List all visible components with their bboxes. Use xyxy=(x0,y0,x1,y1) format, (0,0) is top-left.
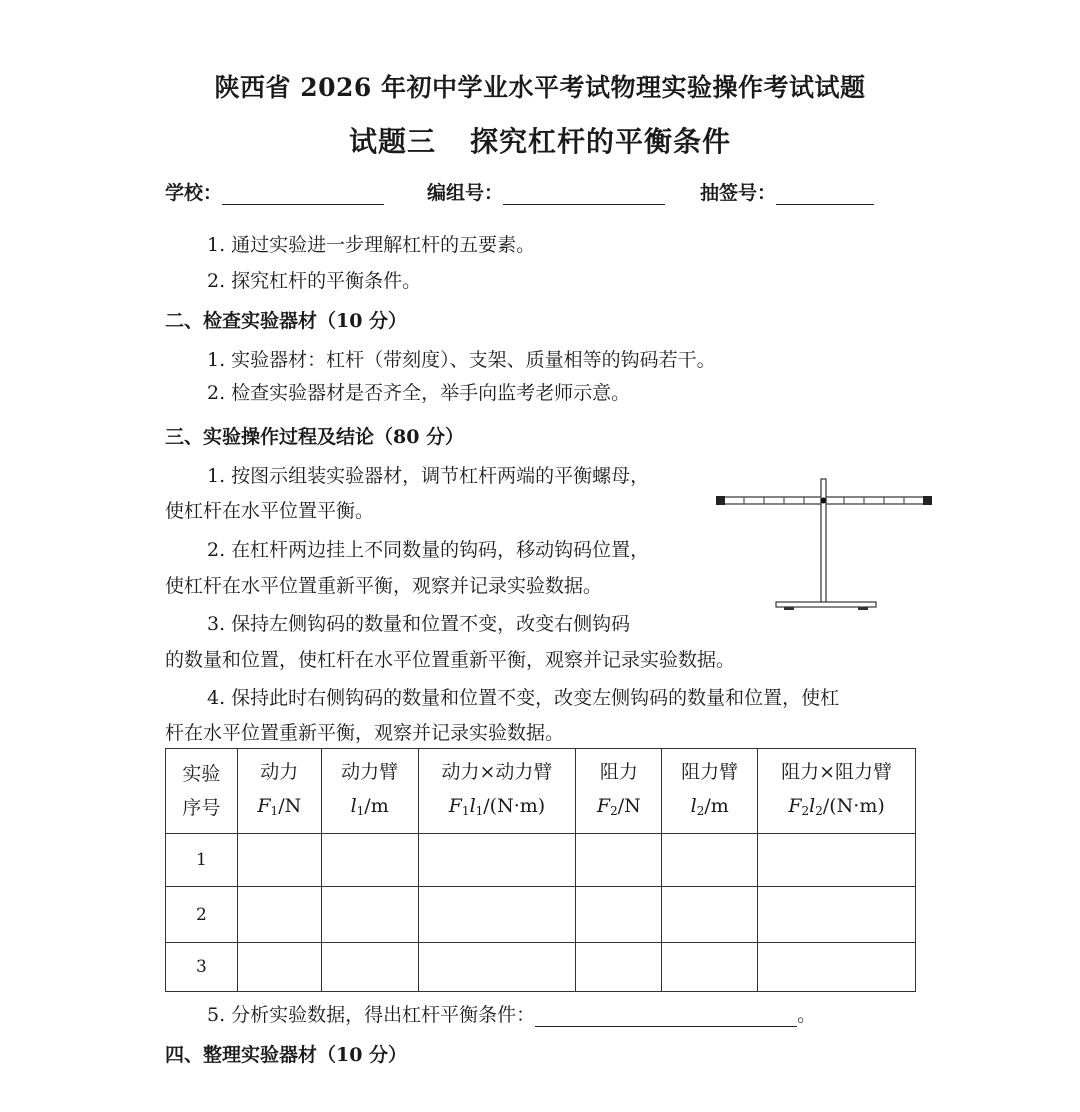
table-cell[interactable] xyxy=(662,834,758,887)
base-foot-right xyxy=(858,607,868,610)
step2-line-a: 2. 在杠杆两边挂上不同数量的钩码，移动钩码位置， xyxy=(207,539,650,561)
right-balance-nut xyxy=(923,496,932,505)
section3-title: 三、实验操作过程及结论（80 分） xyxy=(165,426,465,448)
table-cell[interactable] xyxy=(758,834,916,887)
table-cell[interactable] xyxy=(321,943,418,992)
data-table xyxy=(165,748,916,992)
header-cell-load-arm: 阻力臂 $l_2/m$ xyxy=(662,749,758,834)
table-cell[interactable] xyxy=(418,943,576,992)
exam-subtitle xyxy=(0,120,1080,160)
subtitle-number: 试题三 xyxy=(348,125,436,158)
header-cell-load: 阻力 $F_2/N$ xyxy=(576,749,662,834)
lot-label: 抽签号： xyxy=(700,182,777,204)
school-blank[interactable] xyxy=(222,184,384,205)
table-row xyxy=(166,943,916,992)
table-cell[interactable] xyxy=(758,887,916,943)
table-cell[interactable] xyxy=(576,887,662,943)
table-cell[interactable] xyxy=(662,887,758,943)
table-cell[interactable] xyxy=(237,943,321,992)
table-cell[interactable] xyxy=(237,887,321,943)
table-cell[interactable] xyxy=(418,887,576,943)
support-base xyxy=(776,602,876,607)
table-cell[interactable] xyxy=(321,834,418,887)
step4-line-b: 杆在水平位置重新平衡，观察并记录实验数据。 xyxy=(165,722,565,744)
group-field xyxy=(427,178,665,205)
row-number: 2 xyxy=(166,887,238,943)
subtitle-topic: 探究杠杆的平衡条件 xyxy=(470,125,732,158)
header-cell-trial: 实验 序号 xyxy=(166,749,238,834)
section2-item: 1. 实验器材：杠杆（带刻度）、支架、质量相等的钩码若干。 xyxy=(207,349,716,371)
base-foot-left xyxy=(784,607,794,610)
header-cell-effort-moment: 动力×动力臂 $F_1l_1/(N\cdot m)$ xyxy=(418,749,576,834)
lot-blank[interactable] xyxy=(776,184,874,205)
header-cell-effort: 动力 $F_1/N$ xyxy=(237,749,321,834)
step3-line-a: 3. 保持左侧钩码的数量和位置不变，改变右侧钩码 xyxy=(207,613,631,635)
section2-title: 二、检查实验器材（10 分） xyxy=(165,310,408,332)
step1-line-b: 使杠杆在水平位置平衡。 xyxy=(165,500,375,522)
goal-item: 2. 探究杠杆的平衡条件。 xyxy=(207,270,422,292)
section2-item: 2. 检查实验器材是否齐全，举手向监考老师示意。 xyxy=(207,382,631,404)
step4-line-a: 4. 保持此时右侧钩码的数量和位置不变，改变左侧钩码的数量和位置，使杠 xyxy=(207,687,840,709)
row-number: 1 xyxy=(166,834,238,887)
lot-field xyxy=(700,178,874,205)
step2-line-b: 使杠杆在水平位置重新平衡，观察并记录实验数据。 xyxy=(165,575,603,597)
step5-period: 。 xyxy=(797,1004,817,1026)
table-cell[interactable] xyxy=(576,943,662,992)
group-label: 编组号： xyxy=(427,182,504,204)
table-cell[interactable] xyxy=(237,834,321,887)
school-label: 学校： xyxy=(165,182,223,204)
school-field xyxy=(165,178,384,205)
row-number: 3 xyxy=(166,943,238,992)
pivot-point xyxy=(821,498,827,504)
table-row xyxy=(166,887,916,943)
table-cell[interactable] xyxy=(418,834,576,887)
left-balance-nut xyxy=(716,496,725,505)
table-row xyxy=(166,834,916,887)
step5-text: 5. 分析实验数据，得出杠杆平衡条件： xyxy=(207,1004,536,1026)
table-cell[interactable] xyxy=(576,834,662,887)
table-header-row xyxy=(166,749,916,834)
lever-apparatus-diagram xyxy=(712,475,938,613)
goal-item: 1. 通过实验进一步理解杠杆的五要素。 xyxy=(207,234,536,256)
table-cell[interactable] xyxy=(662,943,758,992)
step1-line-a: 1. 按图示组装实验器材，调节杠杆两端的平衡螺母， xyxy=(207,465,650,487)
step5-line xyxy=(207,1000,816,1027)
section4-title: 四、整理实验器材（10 分） xyxy=(165,1044,408,1066)
group-blank[interactable] xyxy=(503,184,665,205)
step3-line-b: 的数量和位置，使杠杆在水平位置重新平衡，观察并记录实验数据。 xyxy=(165,649,736,671)
page-title: 陕西省 2026 年初中学业水平考试物理实验操作考试试题 xyxy=(214,73,866,102)
header-cell-effort-arm: 动力臂 $l_1/m$ xyxy=(321,749,418,834)
table-cell[interactable] xyxy=(758,943,916,992)
table-cell[interactable] xyxy=(321,887,418,943)
header-cell-load-moment: 阻力×阻力臂 $F_2l_2/(N\cdot m)$ xyxy=(758,749,916,834)
conclusion-blank[interactable] xyxy=(535,1006,797,1027)
